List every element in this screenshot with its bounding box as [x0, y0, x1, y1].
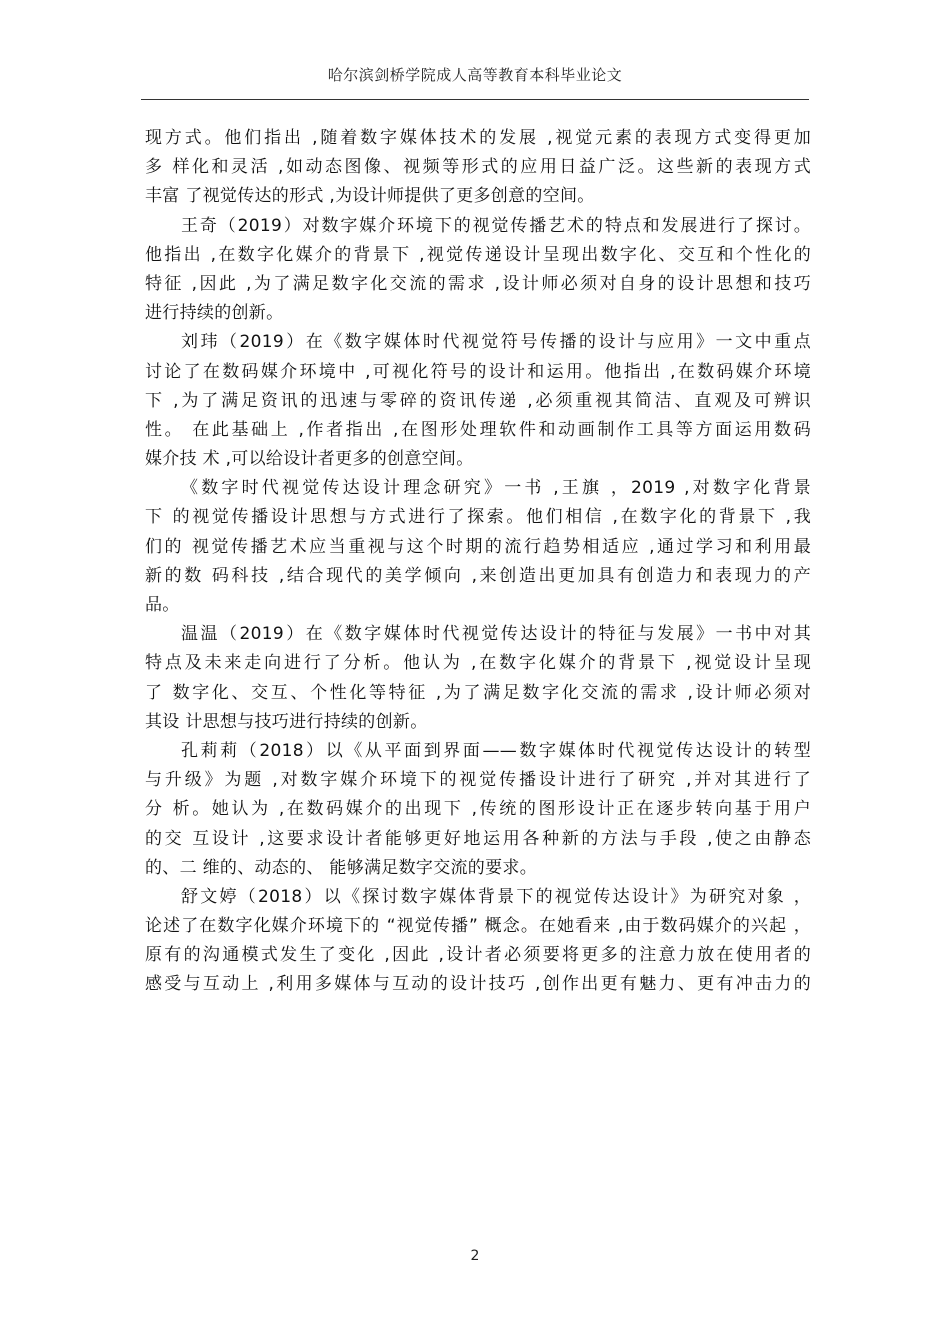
- paragraph-line: 舒文婷（2018）以《探讨数字媒体背景下的视觉传达设计》为研究对象 ，: [181, 886, 811, 907]
- paragraph-line: 讨论了在数码媒介环境中 ,可视化符号的设计和运用。他指出 ,在数码媒介环境: [145, 361, 811, 382]
- paragraph: [145, 474, 811, 620]
- paragraph-line: 孔莉莉（2018）以《从平面到界面——数字媒体时代视觉传达设计的转型: [181, 740, 811, 761]
- paragraph-line: 与升级》为题 ,对数字媒介环境下的视觉传播设计进行了研究 ,并对其进行了: [145, 770, 811, 791]
- paragraph-line: 新的数 码科技 ,结合现代的美学倾向 ,来创造出更加具有创造力和表现力的产: [145, 565, 811, 586]
- paragraph-line: 们的 视觉传播艺术应当重视与这个时期的流行趋势相适应 ,通过学习和利用最: [145, 536, 811, 557]
- paragraph-line: 他指出 ,在数字化媒介的背景下 ,视觉传递设计呈现出数字化、交互和个性化的: [145, 244, 811, 265]
- paragraph-line: 感受与互动上 ,利用多媒体与互动的设计技巧 ,创作出更有魅力、更有冲击力的: [145, 974, 811, 995]
- paragraph-line: 多 样化和灵活 ,如动态图像、视频等形式的应用日益广泛。这些新的表现方式: [145, 157, 811, 178]
- paragraph: [145, 883, 811, 1000]
- paragraph-line: 的、二 维的、动态的、 能够满足数字交流的要求。: [145, 857, 538, 878]
- paragraph-line: 刘玮（2019）在《数字媒体时代视觉符号传播的设计与应用》一文中重点: [181, 332, 811, 353]
- paragraph-line: 下 的视觉传播设计思想与方式进行了探索。他们相信 ,在数字化的背景下 ,我: [145, 507, 811, 528]
- paragraph-line: 媒介技 术 ,可以给设计者更多的创意空间。: [145, 449, 474, 470]
- paragraph-line: 下 ,为了满足资讯的迅速与零碎的资讯传递 ,必须重视其简洁、直观及可辨识: [145, 390, 811, 411]
- paragraph: [145, 212, 811, 329]
- paragraph-line: 性。 在此基础上 ,作者指出 ,在图形处理软件和动画制作工具等方面运用数码: [145, 419, 811, 440]
- paragraph: [145, 328, 811, 474]
- paragraph-line: 分 析。她认为 ,在数码媒介的出现下 ,传统的图形设计正在逐步转向基于用户: [145, 799, 811, 820]
- paragraph-line: 原有的沟通模式发生了变化 ,因此 ,设计者必须要将更多的注意力放在使用者的: [145, 945, 811, 966]
- paragraph-line: 温温（2019）在《数字媒体时代视觉传达设计的特征与发展》一书中对其: [181, 624, 811, 645]
- header-divider: [141, 99, 809, 100]
- paragraph-line: 特征 ,因此 ,为了满足数字化交流的需求 ,设计师必须对自身的设计思想和技巧: [145, 273, 811, 294]
- paragraph-line: 了 数字化、交互、个性化等特征 ,为了满足数字化交流的需求 ,设计师必须对: [145, 682, 811, 703]
- paragraph-line: 的交 互设计 ,这要求设计者能够更好地运用各种新的方法与手段 ,使之由静态: [145, 828, 811, 849]
- paragraph-line: 特点及未来走向进行了分析。他认为 ,在数字化媒介的背景下 ,视觉设计呈现: [145, 653, 811, 674]
- paragraph-line: 王奇（2019）对数字媒介环境下的视觉传播艺术的特点和发展进行了探讨。: [181, 215, 811, 236]
- page-number: 2: [470, 1248, 480, 1264]
- paragraph-line: 现方式。他们指出 ,随着数字媒体技术的发展 ,视觉元素的表现方式变得更加: [145, 128, 811, 148]
- paragraph-line: 丰富 了视觉传达的形式 ,为设计师提供了更多创意的空间。: [145, 186, 595, 207]
- paragraph: [145, 620, 811, 737]
- paragraph-line: 其设 计思想与技巧进行持续的创新。: [145, 711, 428, 732]
- paragraph: [145, 737, 811, 883]
- paragraph-line: 进行持续的创新。: [145, 303, 284, 324]
- paragraph-line: 《数字时代视觉传达设计理念研究》一书 ,王旗 ，2019 ,对数字化背景: [181, 478, 811, 499]
- paragraph: [145, 124, 811, 212]
- running-header-title: 哈尔滨剑桥学院成人高等教育本科毕业论文: [327, 66, 623, 84]
- document-body: [145, 124, 811, 1000]
- paragraph-line: 品。: [145, 595, 180, 615]
- paragraph-line: 论述了在数字化媒介环境下的 “视觉传播” 概念。在她看来 ,由于数码媒介的兴起 ，: [145, 916, 811, 937]
